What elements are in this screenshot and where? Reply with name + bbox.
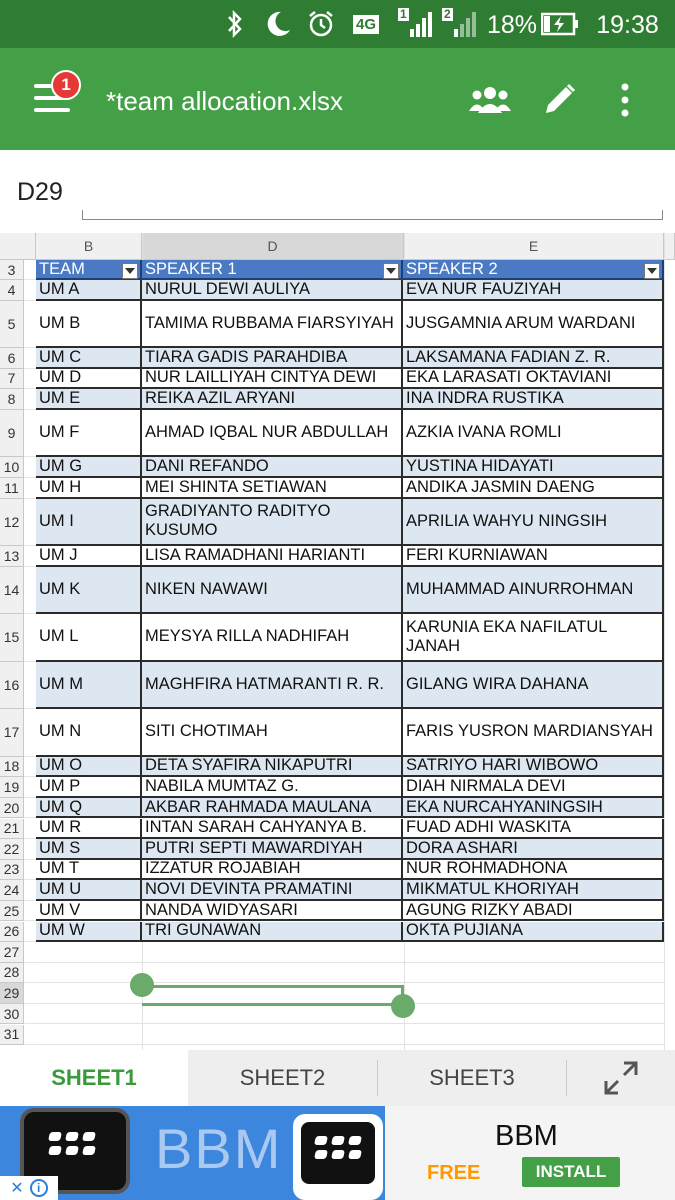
table-row <box>36 839 664 860</box>
speaker1-cell[interactable]: NIKEN NAWAWI <box>142 567 403 615</box>
grid-line <box>664 233 665 1050</box>
table-row <box>36 546 664 567</box>
share-people-icon[interactable] <box>468 78 512 122</box>
moon-icon <box>262 8 294 40</box>
selection-handle-start[interactable] <box>130 973 154 997</box>
speaker2-cell[interactable]: NUR ROHMADHONA <box>403 860 664 881</box>
battery-charging-icon <box>540 8 580 40</box>
row-header[interactable]: 27 <box>0 942 24 963</box>
grid-line <box>24 389 36 410</box>
row-header[interactable]: 21 <box>0 819 24 840</box>
header-label: SPEAKER 2 <box>406 259 498 278</box>
table-row <box>36 901 664 922</box>
row-header[interactable]: 29 <box>0 983 24 1004</box>
team-cell[interactable]: UM D <box>36 369 142 390</box>
empty-row[interactable] <box>36 1004 664 1025</box>
table-row <box>36 880 664 901</box>
table-row <box>36 860 664 881</box>
speaker1-cell[interactable]: AHMAD IQBAL NUR ABDULLAH <box>142 410 403 458</box>
row-header[interactable]: 23 <box>0 860 24 881</box>
grid-line <box>24 410 36 458</box>
row-header[interactable]: 13 <box>0 546 24 567</box>
row-header[interactable]: 4 <box>0 280 24 301</box>
ad-choices-icon[interactable] <box>0 1176 58 1200</box>
speaker2-cell[interactable]: EKA NURCAHYANINGSIH <box>403 798 664 819</box>
clock: 19:38 <box>596 10 659 39</box>
speaker2-cell[interactable]: EVA NUR FAUZIYAH <box>403 280 664 301</box>
grid-line <box>24 709 36 757</box>
grid-line <box>24 901 36 922</box>
speaker2-cell[interactable]: OKTA PUJIANA <box>403 922 664 943</box>
grid-line <box>24 280 36 301</box>
speaker1-cell[interactable]: REIKA AZIL ARYANI <box>142 389 403 410</box>
empty-row[interactable] <box>36 942 664 963</box>
grid-line <box>24 860 36 881</box>
table-row <box>36 280 664 301</box>
close-icon[interactable]: ✕ <box>10 1180 24 1197</box>
spreadsheet-grid[interactable] <box>0 233 675 1050</box>
grid-line <box>24 478 36 499</box>
team-cell[interactable]: UM L <box>36 614 142 662</box>
row-header[interactable]: 8 <box>0 389 24 410</box>
speaker2-cell[interactable]: AZKIA IVANA ROMLI <box>403 410 664 458</box>
tab-sheet3[interactable]: SHEET3 <box>429 1065 515 1090</box>
table-row <box>36 567 664 615</box>
ad-price: FREE <box>427 1162 481 1184</box>
grid-line <box>24 798 36 819</box>
selected-cell-d29[interactable] <box>142 985 404 1006</box>
speaker2-cell[interactable]: DIAH NIRMALA DEVI <box>403 777 664 798</box>
row-header[interactable]: 20 <box>0 798 24 819</box>
table-row <box>36 499 664 547</box>
speaker2-cell[interactable]: ANDIKA JASMIN DAENG <box>403 478 664 499</box>
row-header[interactable]: 31 <box>0 1025 24 1046</box>
header-cell[interactable] <box>142 260 403 280</box>
speaker2-cell[interactable]: EKA LARASATI OKTAVIANI <box>403 369 664 390</box>
team-cell[interactable]: UM R <box>36 819 142 840</box>
speaker2-cell[interactable]: SATRIYO HARI WIBOWO <box>403 757 664 778</box>
grid-line <box>24 614 36 662</box>
header-cell[interactable] <box>403 260 664 280</box>
row-header[interactable]: 10 <box>0 457 24 478</box>
table-row <box>36 798 664 819</box>
empty-row[interactable] <box>36 1025 664 1046</box>
tab-sheet1[interactable]: SHEET1 <box>0 1050 188 1106</box>
speaker1-cell[interactable]: INTAN SARAH CAHYANYA B. <box>142 819 403 840</box>
speaker1-cell[interactable]: LISA RAMADHANI HARIANTI <box>142 546 403 567</box>
signal-sim1-icon: 1 <box>396 8 432 40</box>
team-cell[interactable]: UM C <box>36 348 142 369</box>
table-row <box>36 457 664 478</box>
app-bar <box>0 48 675 150</box>
team-cell[interactable]: UM A <box>36 280 142 301</box>
team-cell[interactable]: UM V <box>36 901 142 922</box>
row-header[interactable]: 9 <box>0 410 24 458</box>
grid-line <box>24 922 36 943</box>
grid-line <box>24 777 36 798</box>
team-cell[interactable]: UM P <box>36 777 142 798</box>
team-cell[interactable]: UM T <box>36 860 142 881</box>
table-row <box>36 662 664 710</box>
speaker2-cell[interactable]: INA INDRA RUSTIKA <box>403 389 664 410</box>
speaker1-cell[interactable]: NURUL DEWI AULIYA <box>142 280 403 301</box>
grid-line <box>24 839 36 860</box>
expand-icon[interactable] <box>567 1050 675 1106</box>
column-header-d[interactable]: D <box>142 233 404 260</box>
grid-line <box>24 983 36 1004</box>
install-button[interactable]: INSTALL <box>522 1157 620 1187</box>
speaker1-cell[interactable]: SITI CHOTIMAH <box>142 709 403 757</box>
column-header-blank <box>664 233 675 260</box>
grid-line <box>24 260 36 280</box>
file-title: *team allocation.xlsx <box>106 86 343 116</box>
speaker2-cell[interactable]: YUSTINA HIDAYATI <box>403 457 664 478</box>
team-cell[interactable]: UM K <box>36 567 142 615</box>
select-all-corner[interactable] <box>0 233 36 260</box>
selection-handle-end[interactable] <box>391 994 415 1018</box>
speaker1-cell[interactable]: NABILA MUMTAZ G. <box>142 777 403 798</box>
table-row <box>36 369 664 390</box>
row-header[interactable]: 5 <box>0 301 24 349</box>
header-label: SPEAKER 1 <box>145 259 237 278</box>
speaker1-cell[interactable]: DETA SYAFIRA NIKAPUTRI <box>142 757 403 778</box>
grid-line <box>24 662 36 710</box>
team-cell[interactable]: UM I <box>36 499 142 547</box>
row-header[interactable]: 3 <box>0 260 24 280</box>
formula-area <box>0 150 675 235</box>
speaker1-cell[interactable]: DANI REFANDO <box>142 457 403 478</box>
speaker2-cell[interactable]: FUAD ADHI WASKITA <box>403 819 664 840</box>
speaker2-cell[interactable]: MUHAMMAD AINURROHMAN <box>403 567 664 615</box>
header-label: TEAM <box>39 259 85 278</box>
speaker2-cell[interactable]: FARIS YUSRON MARDIANSYAH <box>403 709 664 757</box>
team-cell[interactable]: UM M <box>36 662 142 710</box>
filter-dropdown-icon[interactable] <box>383 263 399 279</box>
speaker1-cell[interactable]: MEYSYA RILLA NADHIFAH <box>142 614 403 662</box>
row-header[interactable]: 30 <box>0 1004 24 1025</box>
row-header[interactable]: 17 <box>0 709 24 757</box>
table-row <box>36 389 664 410</box>
grid-line <box>24 1025 36 1046</box>
speaker1-cell[interactable]: NUR LAILLIYAH CINTYA DEWI <box>142 369 403 390</box>
speaker2-cell[interactable]: APRILIA WAHYU NINGSIH <box>403 499 664 547</box>
bbm-app-icon <box>293 1114 383 1200</box>
speaker1-cell[interactable]: MAGHFIRA HATMARANTI R. R. <box>142 662 403 710</box>
row-header[interactable]: 12 <box>0 499 24 547</box>
team-cell[interactable]: UM E <box>36 389 142 410</box>
grid-line <box>24 942 36 963</box>
team-cell[interactable]: UM U <box>36 880 142 901</box>
table-row <box>36 819 664 840</box>
speaker2-cell[interactable]: MIKMATUL KHORIYAH <box>403 880 664 901</box>
team-cell[interactable]: UM O <box>36 757 142 778</box>
team-cell[interactable]: UM N <box>36 709 142 757</box>
row-header[interactable]: 25 <box>0 901 24 922</box>
table-row <box>36 478 664 499</box>
team-cell[interactable]: UM S <box>36 839 142 860</box>
info-icon[interactable]: i <box>30 1179 48 1197</box>
team-cell[interactable]: UM H <box>36 478 142 499</box>
grid-line <box>24 880 36 901</box>
speaker2-cell[interactable]: AGUNG RIZKY ABADI <box>403 901 664 922</box>
ad-brand-text: BBM <box>155 1117 283 1180</box>
sheet-tabs <box>0 1050 675 1106</box>
grid-line <box>24 567 36 615</box>
speaker1-cell[interactable]: PUTRI SEPTI MAWARDIYAH <box>142 839 403 860</box>
ad-app-name: BBM <box>495 1120 558 1152</box>
grid-line <box>24 348 36 369</box>
grid-line <box>24 757 36 778</box>
grid-line <box>24 457 36 478</box>
status-bar <box>0 0 675 48</box>
speaker1-cell[interactable]: GRADIYANTO RADITYO KUSUMO <box>142 499 403 547</box>
speaker2-cell[interactable]: DORA ASHARI <box>403 839 664 860</box>
row-header[interactable]: 19 <box>0 777 24 798</box>
row-header[interactable]: 14 <box>0 567 24 615</box>
edit-pencil-icon[interactable] <box>537 78 581 122</box>
grid-line <box>24 963 36 984</box>
table-header-row <box>36 260 664 280</box>
team-cell[interactable]: UM W <box>36 922 142 943</box>
grid-line <box>24 301 36 349</box>
row-header[interactable]: 24 <box>0 880 24 901</box>
row-header[interactable]: 15 <box>0 614 24 662</box>
column-header-b[interactable]: B <box>36 233 142 260</box>
bluetooth-icon <box>222 8 248 40</box>
network-badge: 4G <box>346 8 386 40</box>
row-header[interactable]: 6 <box>0 348 24 369</box>
grid-line <box>24 819 36 840</box>
notification-badge: 1 <box>51 70 81 100</box>
table-row <box>36 922 664 943</box>
grid-line <box>24 1004 36 1025</box>
row-header[interactable]: 16 <box>0 662 24 710</box>
table-row <box>36 614 664 662</box>
battery-percent: 18% <box>486 10 538 39</box>
table-row <box>36 709 664 757</box>
speaker1-cell[interactable]: IZZATUR ROJABIAH <box>142 860 403 881</box>
header-cell[interactable] <box>36 260 142 280</box>
grid-line <box>24 369 36 390</box>
speaker1-cell[interactable]: TIARA GADIS PARAHDIBA <box>142 348 403 369</box>
table-row <box>36 301 664 349</box>
row-header[interactable]: 7 <box>0 369 24 390</box>
speaker2-cell[interactable]: FERI KURNIAWAN <box>403 546 664 567</box>
alarm-icon <box>305 8 337 40</box>
speaker2-cell[interactable]: GILANG WIRA DAHANA <box>403 662 664 710</box>
table-row <box>36 777 664 798</box>
speaker1-cell[interactable]: TRI GUNAWAN <box>142 922 403 943</box>
grid-line <box>24 546 36 567</box>
speaker1-cell[interactable]: MEI SHINTA SETIAWAN <box>142 478 403 499</box>
speaker1-cell[interactable]: AKBAR RAHMADA MAULANA <box>142 798 403 819</box>
table-row <box>36 410 664 458</box>
speaker1-cell[interactable]: TAMIMA RUBBAMA FIARSYIYAH <box>142 301 403 349</box>
row-header[interactable]: 18 <box>0 757 24 778</box>
speaker1-cell[interactable]: NOVI DEVINTA PRAMATINI <box>142 880 403 901</box>
speaker1-cell[interactable]: NANDA WIDYASARI <box>142 901 403 922</box>
team-cell[interactable]: UM F <box>36 410 142 458</box>
grid-line <box>24 499 36 547</box>
filter-dropdown-icon[interactable] <box>122 263 138 279</box>
table-row <box>36 757 664 778</box>
team-cell[interactable]: UM J <box>36 546 142 567</box>
table-row <box>36 348 664 369</box>
speaker2-cell[interactable]: KARUNIA EKA NAFILATUL JANAH <box>403 614 664 662</box>
row-header[interactable]: 26 <box>0 922 24 943</box>
signal-sim2-icon: 2 <box>440 8 476 40</box>
tab-sheet2[interactable]: SHEET2 <box>239 1065 326 1090</box>
ad-banner[interactable] <box>0 1106 675 1200</box>
filter-dropdown-icon[interactable] <box>644 263 660 279</box>
team-cell[interactable]: UM Q <box>36 798 142 819</box>
speaker2-cell[interactable]: JUSGAMNIA ARUM WARDANI <box>403 301 664 349</box>
row-header[interactable]: 11 <box>0 478 24 499</box>
formula-bar[interactable] <box>82 210 663 220</box>
speaker2-cell[interactable]: LAKSAMANA FADIAN Z. R. <box>403 348 664 369</box>
cell-reference[interactable]: D29 <box>17 178 63 206</box>
row-header[interactable]: 28 <box>0 963 24 984</box>
team-cell[interactable]: UM B <box>36 301 142 349</box>
team-cell[interactable]: UM G <box>36 457 142 478</box>
row-header[interactable]: 22 <box>0 839 24 860</box>
column-header-e[interactable]: E <box>404 233 664 260</box>
more-options-icon[interactable] <box>603 78 647 122</box>
